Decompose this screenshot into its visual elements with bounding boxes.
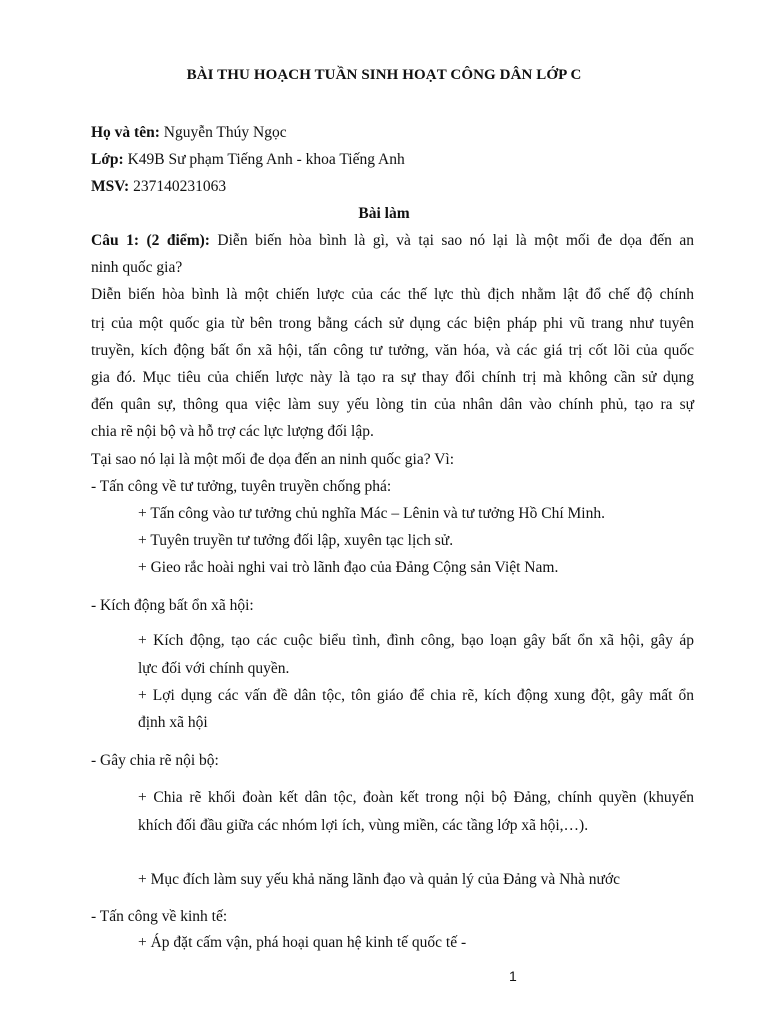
- list-item: + Gieo rắc hoài nghi vai trò lãnh đạo của Đảng Cộng sản Việt Nam.: [138, 559, 559, 576]
- list-item-continued: lực đối với chính quyền.: [138, 660, 290, 677]
- name-label: Họ và tên:: [91, 124, 160, 141]
- why-line: Tại sao nó lại là một mối đe dọa đến an ninh quốc gia? Vì:: [91, 451, 455, 468]
- msv-line: [91, 178, 226, 196]
- list-item: + Chia rẽ khối đoàn kết dân tộc, đoàn kết trong nội bộ Đảng, chính quyền (khuyến: [138, 789, 694, 806]
- list-item: + Lợi dụng các vấn đề dân tộc, tôn giáo để chia rẽ, kích động xung đột, gây mất ổn: [138, 687, 694, 704]
- msv-value: 237140231063: [129, 178, 227, 195]
- msv-label: MSV:: [91, 178, 130, 195]
- group-heading: - Gây chia rẽ nội bộ:: [91, 752, 219, 769]
- page-number: 1: [509, 968, 517, 984]
- document-title: BÀI THU HOẠCH TUẦN SINH HOẠT CÔNG DÂN LỚP C: [186, 67, 582, 83]
- answer-line: trị của một quốc gia từ bên trong bằng cách sử dụng các biện pháp phi vũ trang như tuyên: [91, 315, 694, 332]
- section-heading-text: Bài làm: [358, 205, 410, 222]
- answer-line: đến quân sự, thông qua việc làm suy yếu lòng tin của nhân dân vào chính phủ, tạo ra sự: [91, 396, 694, 413]
- class-label: Lớp:: [91, 151, 124, 168]
- answer-line: gia đó. Mục tiêu của chiến lược này là tạo ra sự thay đổi chính trị mà không cần sử dụng: [91, 369, 694, 386]
- question-line-1: [91, 232, 694, 250]
- name-line: [91, 124, 287, 142]
- answer-line: chia rẽ nội bộ và hỗ trợ các lực lượng đối lập.: [91, 423, 374, 440]
- class-line: [91, 151, 405, 169]
- list-item: + Tuyên truyền tư tưởng đối lập, xuyên tạc lịch sử.: [138, 532, 454, 549]
- question-line-2: ninh quốc gia?: [91, 259, 183, 276]
- section-heading: [0, 205, 768, 223]
- list-item: + Kích động, tạo các cuộc biểu tình, đình công, bạo loạn gây bất ổn xã hội, gây áp: [138, 632, 694, 649]
- question-label: Câu 1: (2 điểm):: [91, 232, 210, 249]
- class-value: K49B Sư phạm Tiếng Anh - khoa Tiếng Anh: [123, 151, 405, 168]
- list-item-continued: định xã hội: [138, 714, 208, 731]
- answer-line: truyền, kích động bất ổn xã hội, tấn công tư tưởng, văn hóa, và các giá trị cốt lõi của quốc: [91, 342, 694, 359]
- name-value: Nguyễn Thúy Ngọc: [159, 124, 287, 141]
- list-item-continued: khích đối đầu giữa các nhóm lợi ích, vùng miền, các tầng lớp xã hội,…).: [138, 817, 589, 834]
- list-item: + Mục đích làm suy yếu khả năng lãnh đạo và quản lý của Đảng và Nhà nước: [138, 871, 621, 888]
- list-item: + Tấn công vào tư tưởng chủ nghĩa Mác – Lênin và tư tưởng Hồ Chí Minh.: [138, 505, 605, 522]
- question-text-1: Diễn biến hòa bình là gì, và tại sao nó lại là một mối đe dọa đến an: [209, 232, 694, 249]
- list-item: + Áp đặt cấm vận, phá hoại quan hệ kinh tế quốc tế -: [138, 934, 467, 951]
- answer-line: Diễn biến hòa bình là một chiến lược của các thế lực thù địch nhằm lật đổ chế độ chính: [91, 286, 694, 303]
- group-heading: - Kích động bất ổn xã hội:: [91, 597, 254, 614]
- group-heading: - Tấn công về kinh tế:: [91, 908, 228, 925]
- group-heading: - Tấn công về tư tưởng, tuyên truyền chống phá:: [91, 478, 392, 495]
